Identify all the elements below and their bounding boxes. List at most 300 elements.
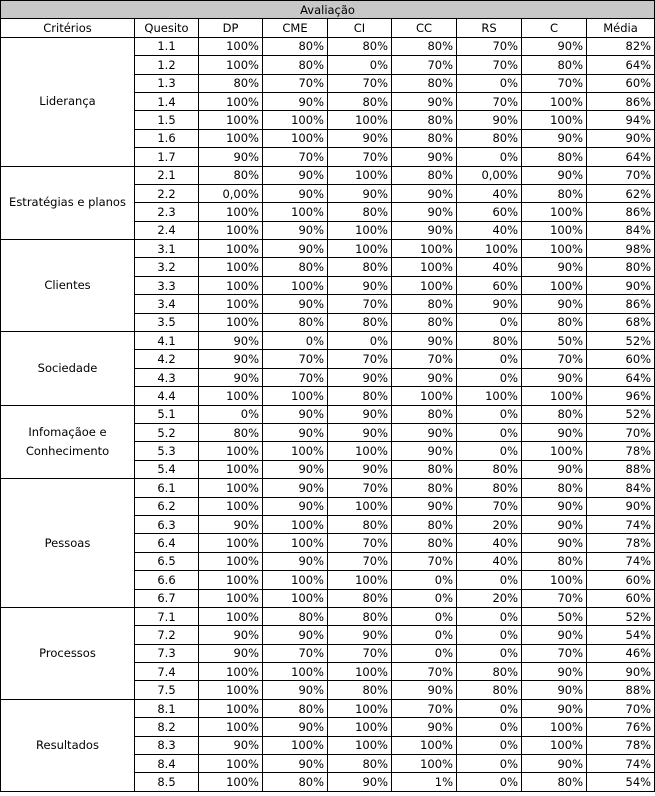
rs-cell: 40% (457, 534, 522, 552)
c-cell: 70% (522, 589, 587, 607)
cc-cell: 100% (392, 387, 457, 405)
cc-cell: 70% (392, 552, 457, 570)
media-cell: 84% (587, 221, 655, 239)
media-cell: 94% (587, 111, 655, 129)
header-media: Média (587, 19, 655, 37)
c-cell: 90% (522, 368, 587, 386)
header-ci: CI (328, 19, 392, 37)
rs-cell: 0% (457, 644, 522, 662)
cme-cell: 90% (263, 166, 328, 184)
media-cell: 90% (587, 129, 655, 147)
c-cell: 80% (522, 773, 587, 791)
header-c: C (522, 19, 587, 37)
cme-cell: 90% (263, 92, 328, 110)
cc-cell: 90% (392, 497, 457, 515)
rs-cell: 0% (457, 699, 522, 717)
ci-cell: 70% (328, 534, 392, 552)
cc-cell: 80% (392, 405, 457, 423)
dp-cell: 100% (199, 111, 263, 129)
c-cell: 70% (522, 644, 587, 662)
cc-cell: 70% (392, 350, 457, 368)
dp-cell: 100% (199, 773, 263, 791)
c-cell: 90% (522, 295, 587, 313)
dp-cell: 100% (199, 571, 263, 589)
media-cell: 46% (587, 644, 655, 662)
c-cell: 90% (522, 755, 587, 773)
table-row (1, 405, 655, 423)
cc-cell: 80% (392, 313, 457, 331)
quesito-cell: 2.1 (135, 166, 199, 184)
c-cell: 100% (522, 387, 587, 405)
cme-cell: 100% (263, 203, 328, 221)
dp-cell: 100% (199, 589, 263, 607)
cme-cell: 90% (263, 240, 328, 258)
dp-cell: 100% (199, 203, 263, 221)
criterion-cell (1, 405, 135, 479)
rs-cell: 20% (457, 589, 522, 607)
cme-cell: 80% (263, 607, 328, 625)
header-dp: DP (199, 19, 263, 37)
rs-cell: 0% (457, 626, 522, 644)
table-title: Avaliação (1, 1, 655, 19)
table-row (1, 699, 655, 717)
c-cell: 90% (522, 699, 587, 717)
cc-cell: 70% (392, 699, 457, 717)
c-cell: 90% (522, 166, 587, 184)
ci-cell: 90% (328, 626, 392, 644)
c-cell: 90% (522, 423, 587, 441)
quesito-cell: 6.7 (135, 589, 199, 607)
quesito-cell: 7.5 (135, 681, 199, 699)
quesito-cell: 1.5 (135, 111, 199, 129)
rs-cell: 80% (457, 129, 522, 147)
cc-cell: 80% (392, 37, 457, 55)
c-cell: 100% (522, 92, 587, 110)
rs-cell: 20% (457, 515, 522, 533)
dp-cell: 100% (199, 681, 263, 699)
c-cell: 100% (522, 203, 587, 221)
dp-cell: 90% (199, 515, 263, 533)
quesito-cell: 7.2 (135, 626, 199, 644)
c-cell: 80% (522, 184, 587, 202)
rs-cell: 0% (457, 368, 522, 386)
quesito-cell: 2.2 (135, 184, 199, 202)
quesito-cell: 6.4 (135, 534, 199, 552)
media-cell: 64% (587, 148, 655, 166)
dp-cell: 100% (199, 240, 263, 258)
ci-cell: 80% (328, 258, 392, 276)
dp-cell: 100% (199, 313, 263, 331)
criterion-label: Estratégias e planos (9, 195, 126, 210)
ci-cell: 100% (328, 166, 392, 184)
c-cell: 50% (522, 332, 587, 350)
criterion-label: Processos (39, 645, 96, 660)
cme-cell: 90% (263, 755, 328, 773)
media-cell: 60% (587, 74, 655, 92)
cc-cell: 100% (392, 258, 457, 276)
cme-cell: 100% (263, 736, 328, 754)
rs-cell: 0% (457, 148, 522, 166)
rs-cell: 0% (457, 74, 522, 92)
cme-cell: 100% (263, 111, 328, 129)
cc-cell: 80% (392, 111, 457, 129)
ci-cell: 70% (328, 552, 392, 570)
quesito-cell: 4.2 (135, 350, 199, 368)
quesito-cell: 2.4 (135, 221, 199, 239)
ci-cell: 100% (328, 221, 392, 239)
media-cell: 98% (587, 240, 655, 258)
dp-cell: 100% (199, 258, 263, 276)
cme-cell: 90% (263, 221, 328, 239)
c-cell: 90% (522, 497, 587, 515)
cc-cell: 90% (392, 221, 457, 239)
header-cme: CME (263, 19, 328, 37)
cc-cell: 100% (392, 736, 457, 754)
quesito-cell: 8.5 (135, 773, 199, 791)
quesito-cell: 8.2 (135, 718, 199, 736)
ci-cell: 80% (328, 92, 392, 110)
ci-cell: 90% (328, 184, 392, 202)
ci-cell: 90% (328, 460, 392, 478)
quesito-cell: 1.1 (135, 37, 199, 55)
dp-cell: 100% (199, 460, 263, 478)
cme-cell: 100% (263, 663, 328, 681)
ci-cell: 90% (328, 773, 392, 791)
rs-cell: 0% (457, 350, 522, 368)
quesito-cell: 5.4 (135, 460, 199, 478)
cme-cell: 70% (263, 644, 328, 662)
cme-cell: 80% (263, 699, 328, 717)
cc-cell: 80% (392, 74, 457, 92)
ci-cell: 100% (328, 240, 392, 258)
media-cell: 84% (587, 479, 655, 497)
cme-cell: 100% (263, 276, 328, 294)
dp-cell: 100% (199, 663, 263, 681)
rs-cell: 0% (457, 313, 522, 331)
ci-cell: 80% (328, 681, 392, 699)
cme-cell: 90% (263, 552, 328, 570)
c-cell: 100% (522, 276, 587, 294)
criterion-label: Liderança (39, 94, 96, 109)
rs-cell: 0,00% (457, 166, 522, 184)
cc-cell: 80% (392, 129, 457, 147)
cme-cell: 90% (263, 460, 328, 478)
cc-cell: 0% (392, 626, 457, 644)
table-body (1, 37, 655, 791)
criterion-cell (1, 699, 135, 791)
dp-cell: 100% (199, 497, 263, 515)
cc-cell: 0% (392, 589, 457, 607)
cc-cell: 100% (392, 755, 457, 773)
media-cell: 88% (587, 681, 655, 699)
quesito-cell: 3.2 (135, 258, 199, 276)
media-cell: 74% (587, 755, 655, 773)
cc-cell: 0% (392, 644, 457, 662)
rs-cell: 40% (457, 221, 522, 239)
criterion-label: Conhecimento (25, 443, 110, 458)
rs-cell: 40% (457, 552, 522, 570)
ci-cell: 100% (328, 663, 392, 681)
cme-cell: 80% (263, 37, 328, 55)
quesito-cell: 8.1 (135, 699, 199, 717)
dp-cell: 90% (199, 332, 263, 350)
cc-cell: 90% (392, 368, 457, 386)
quesito-cell: 7.1 (135, 607, 199, 625)
cc-cell: 100% (392, 240, 457, 258)
cme-cell: 100% (263, 571, 328, 589)
c-cell: 100% (522, 442, 587, 460)
ci-cell: 70% (328, 295, 392, 313)
media-cell: 78% (587, 736, 655, 754)
c-cell: 90% (522, 129, 587, 147)
ci-cell: 100% (328, 699, 392, 717)
media-cell: 78% (587, 442, 655, 460)
c-cell: 90% (522, 534, 587, 552)
table-row (1, 166, 655, 184)
media-cell: 74% (587, 515, 655, 533)
quesito-cell: 4.4 (135, 387, 199, 405)
quesito-cell: 4.3 (135, 368, 199, 386)
rs-cell: 40% (457, 184, 522, 202)
c-cell: 90% (522, 626, 587, 644)
ci-cell: 80% (328, 37, 392, 55)
dp-cell: 100% (199, 718, 263, 736)
rs-cell: 80% (457, 332, 522, 350)
dp-cell: 100% (199, 387, 263, 405)
quesito-cell: 1.4 (135, 92, 199, 110)
cme-cell: 90% (263, 423, 328, 441)
quesito-cell: 7.3 (135, 644, 199, 662)
dp-cell: 100% (199, 699, 263, 717)
cc-cell: 80% (392, 295, 457, 313)
media-cell: 86% (587, 92, 655, 110)
c-cell: 90% (522, 258, 587, 276)
media-cell: 90% (587, 497, 655, 515)
cc-cell: 80% (392, 479, 457, 497)
media-cell: 64% (587, 56, 655, 74)
cme-cell: 90% (263, 718, 328, 736)
rs-cell: 40% (457, 258, 522, 276)
rs-cell: 60% (457, 203, 522, 221)
rs-cell: 90% (457, 111, 522, 129)
media-cell: 54% (587, 626, 655, 644)
ci-cell: 80% (328, 313, 392, 331)
c-cell: 80% (522, 313, 587, 331)
dp-cell: 90% (199, 626, 263, 644)
ci-cell: 100% (328, 718, 392, 736)
ci-cell: 80% (328, 515, 392, 533)
criterion-cell (1, 332, 135, 406)
dp-cell: 100% (199, 276, 263, 294)
c-cell: 100% (522, 571, 587, 589)
cme-cell: 90% (263, 295, 328, 313)
rs-cell: 80% (457, 460, 522, 478)
dp-cell: 90% (199, 644, 263, 662)
criterion-cell (1, 240, 135, 332)
cc-cell: 90% (392, 203, 457, 221)
rs-cell: 80% (457, 663, 522, 681)
header-rs: RS (457, 19, 522, 37)
cme-cell: 100% (263, 534, 328, 552)
ci-cell: 70% (328, 350, 392, 368)
media-cell: 52% (587, 607, 655, 625)
cme-cell: 70% (263, 350, 328, 368)
quesito-cell: 1.7 (135, 148, 199, 166)
rs-cell: 0% (457, 755, 522, 773)
cc-cell: 70% (392, 663, 457, 681)
cc-cell: 90% (392, 148, 457, 166)
cc-cell: 80% (392, 460, 457, 478)
criterion-cell (1, 607, 135, 699)
c-cell: 100% (522, 736, 587, 754)
criterion-label: Pessoas (44, 535, 91, 550)
dp-cell: 100% (199, 479, 263, 497)
ci-cell: 70% (328, 644, 392, 662)
media-cell: 86% (587, 203, 655, 221)
cc-cell: 70% (392, 56, 457, 74)
header-criterios: Critérios (1, 19, 135, 37)
c-cell: 90% (522, 460, 587, 478)
cme-cell: 100% (263, 589, 328, 607)
media-cell: 78% (587, 534, 655, 552)
media-cell: 90% (587, 276, 655, 294)
rs-cell: 80% (457, 681, 522, 699)
ci-cell: 100% (328, 497, 392, 515)
rs-cell: 70% (457, 56, 522, 74)
media-cell: 96% (587, 387, 655, 405)
quesito-cell: 8.4 (135, 755, 199, 773)
rs-cell: 0% (457, 442, 522, 460)
c-cell: 50% (522, 607, 587, 625)
rs-cell: 0% (457, 571, 522, 589)
ci-cell: 0% (328, 56, 392, 74)
cc-cell: 1% (392, 773, 457, 791)
c-cell: 100% (522, 240, 587, 258)
media-cell: 80% (587, 258, 655, 276)
cc-cell: 0% (392, 607, 457, 625)
quesito-cell: 7.4 (135, 663, 199, 681)
c-cell: 100% (522, 718, 587, 736)
media-cell: 64% (587, 368, 655, 386)
dp-cell: 90% (199, 350, 263, 368)
criterion-cell (1, 479, 135, 608)
ci-cell: 100% (328, 571, 392, 589)
ci-cell: 100% (328, 111, 392, 129)
media-cell: 60% (587, 350, 655, 368)
dp-cell: 100% (199, 37, 263, 55)
cme-cell: 100% (263, 387, 328, 405)
quesito-cell: 4.1 (135, 332, 199, 350)
c-cell: 100% (522, 111, 587, 129)
ci-cell: 80% (328, 755, 392, 773)
quesito-cell: 8.3 (135, 736, 199, 754)
ci-cell: 80% (328, 607, 392, 625)
quesito-cell: 3.1 (135, 240, 199, 258)
dp-cell: 0,00% (199, 184, 263, 202)
quesito-cell: 6.3 (135, 515, 199, 533)
c-cell: 100% (522, 221, 587, 239)
table-row (1, 332, 655, 350)
c-cell: 80% (522, 56, 587, 74)
dp-cell: 100% (199, 552, 263, 570)
c-cell: 70% (522, 74, 587, 92)
ci-cell: 70% (328, 74, 392, 92)
rs-cell: 0% (457, 736, 522, 754)
cc-cell: 90% (392, 442, 457, 460)
media-cell: 60% (587, 571, 655, 589)
cme-cell: 100% (263, 442, 328, 460)
dp-cell: 100% (199, 129, 263, 147)
ci-cell: 90% (328, 129, 392, 147)
c-cell: 80% (522, 479, 587, 497)
table-row (1, 37, 655, 55)
cc-cell: 90% (392, 681, 457, 699)
dp-cell: 90% (199, 736, 263, 754)
dp-cell: 100% (199, 607, 263, 625)
media-cell: 82% (587, 37, 655, 55)
quesito-cell: 3.5 (135, 313, 199, 331)
cme-cell: 90% (263, 681, 328, 699)
dp-cell: 0% (199, 405, 263, 423)
dp-cell: 80% (199, 423, 263, 441)
cme-cell: 90% (263, 497, 328, 515)
cme-cell: 90% (263, 479, 328, 497)
cme-cell: 100% (263, 129, 328, 147)
media-cell: 70% (587, 699, 655, 717)
dp-cell: 100% (199, 56, 263, 74)
ci-cell: 70% (328, 479, 392, 497)
quesito-cell: 1.3 (135, 74, 199, 92)
cme-cell: 70% (263, 368, 328, 386)
cc-cell: 90% (392, 92, 457, 110)
dp-cell: 90% (199, 148, 263, 166)
cc-cell: 80% (392, 166, 457, 184)
ci-cell: 80% (328, 387, 392, 405)
c-cell: 80% (522, 405, 587, 423)
c-cell: 70% (522, 350, 587, 368)
criterion-label: Sociedade (37, 360, 98, 375)
header-row (1, 19, 655, 37)
cme-cell: 90% (263, 405, 328, 423)
cc-cell: 90% (392, 332, 457, 350)
dp-cell: 100% (199, 221, 263, 239)
quesito-cell: 6.1 (135, 479, 199, 497)
ci-cell: 80% (328, 203, 392, 221)
rs-cell: 0% (457, 405, 522, 423)
c-cell: 90% (522, 37, 587, 55)
rs-cell: 90% (457, 295, 522, 313)
quesito-cell: 6.6 (135, 571, 199, 589)
dp-cell: 100% (199, 295, 263, 313)
quesito-cell: 2.3 (135, 203, 199, 221)
ci-cell: 90% (328, 276, 392, 294)
rs-cell: 100% (457, 387, 522, 405)
c-cell: 90% (522, 663, 587, 681)
dp-cell: 80% (199, 166, 263, 184)
cme-cell: 80% (263, 258, 328, 276)
media-cell: 54% (587, 773, 655, 791)
dp-cell: 100% (199, 755, 263, 773)
table-row (1, 240, 655, 258)
ci-cell: 100% (328, 442, 392, 460)
criterion-label: Infomaçãoe e (28, 424, 107, 439)
media-cell: 52% (587, 332, 655, 350)
cc-cell: 100% (392, 276, 457, 294)
media-cell: 74% (587, 552, 655, 570)
media-cell: 86% (587, 295, 655, 313)
media-cell: 76% (587, 718, 655, 736)
quesito-cell: 3.4 (135, 295, 199, 313)
